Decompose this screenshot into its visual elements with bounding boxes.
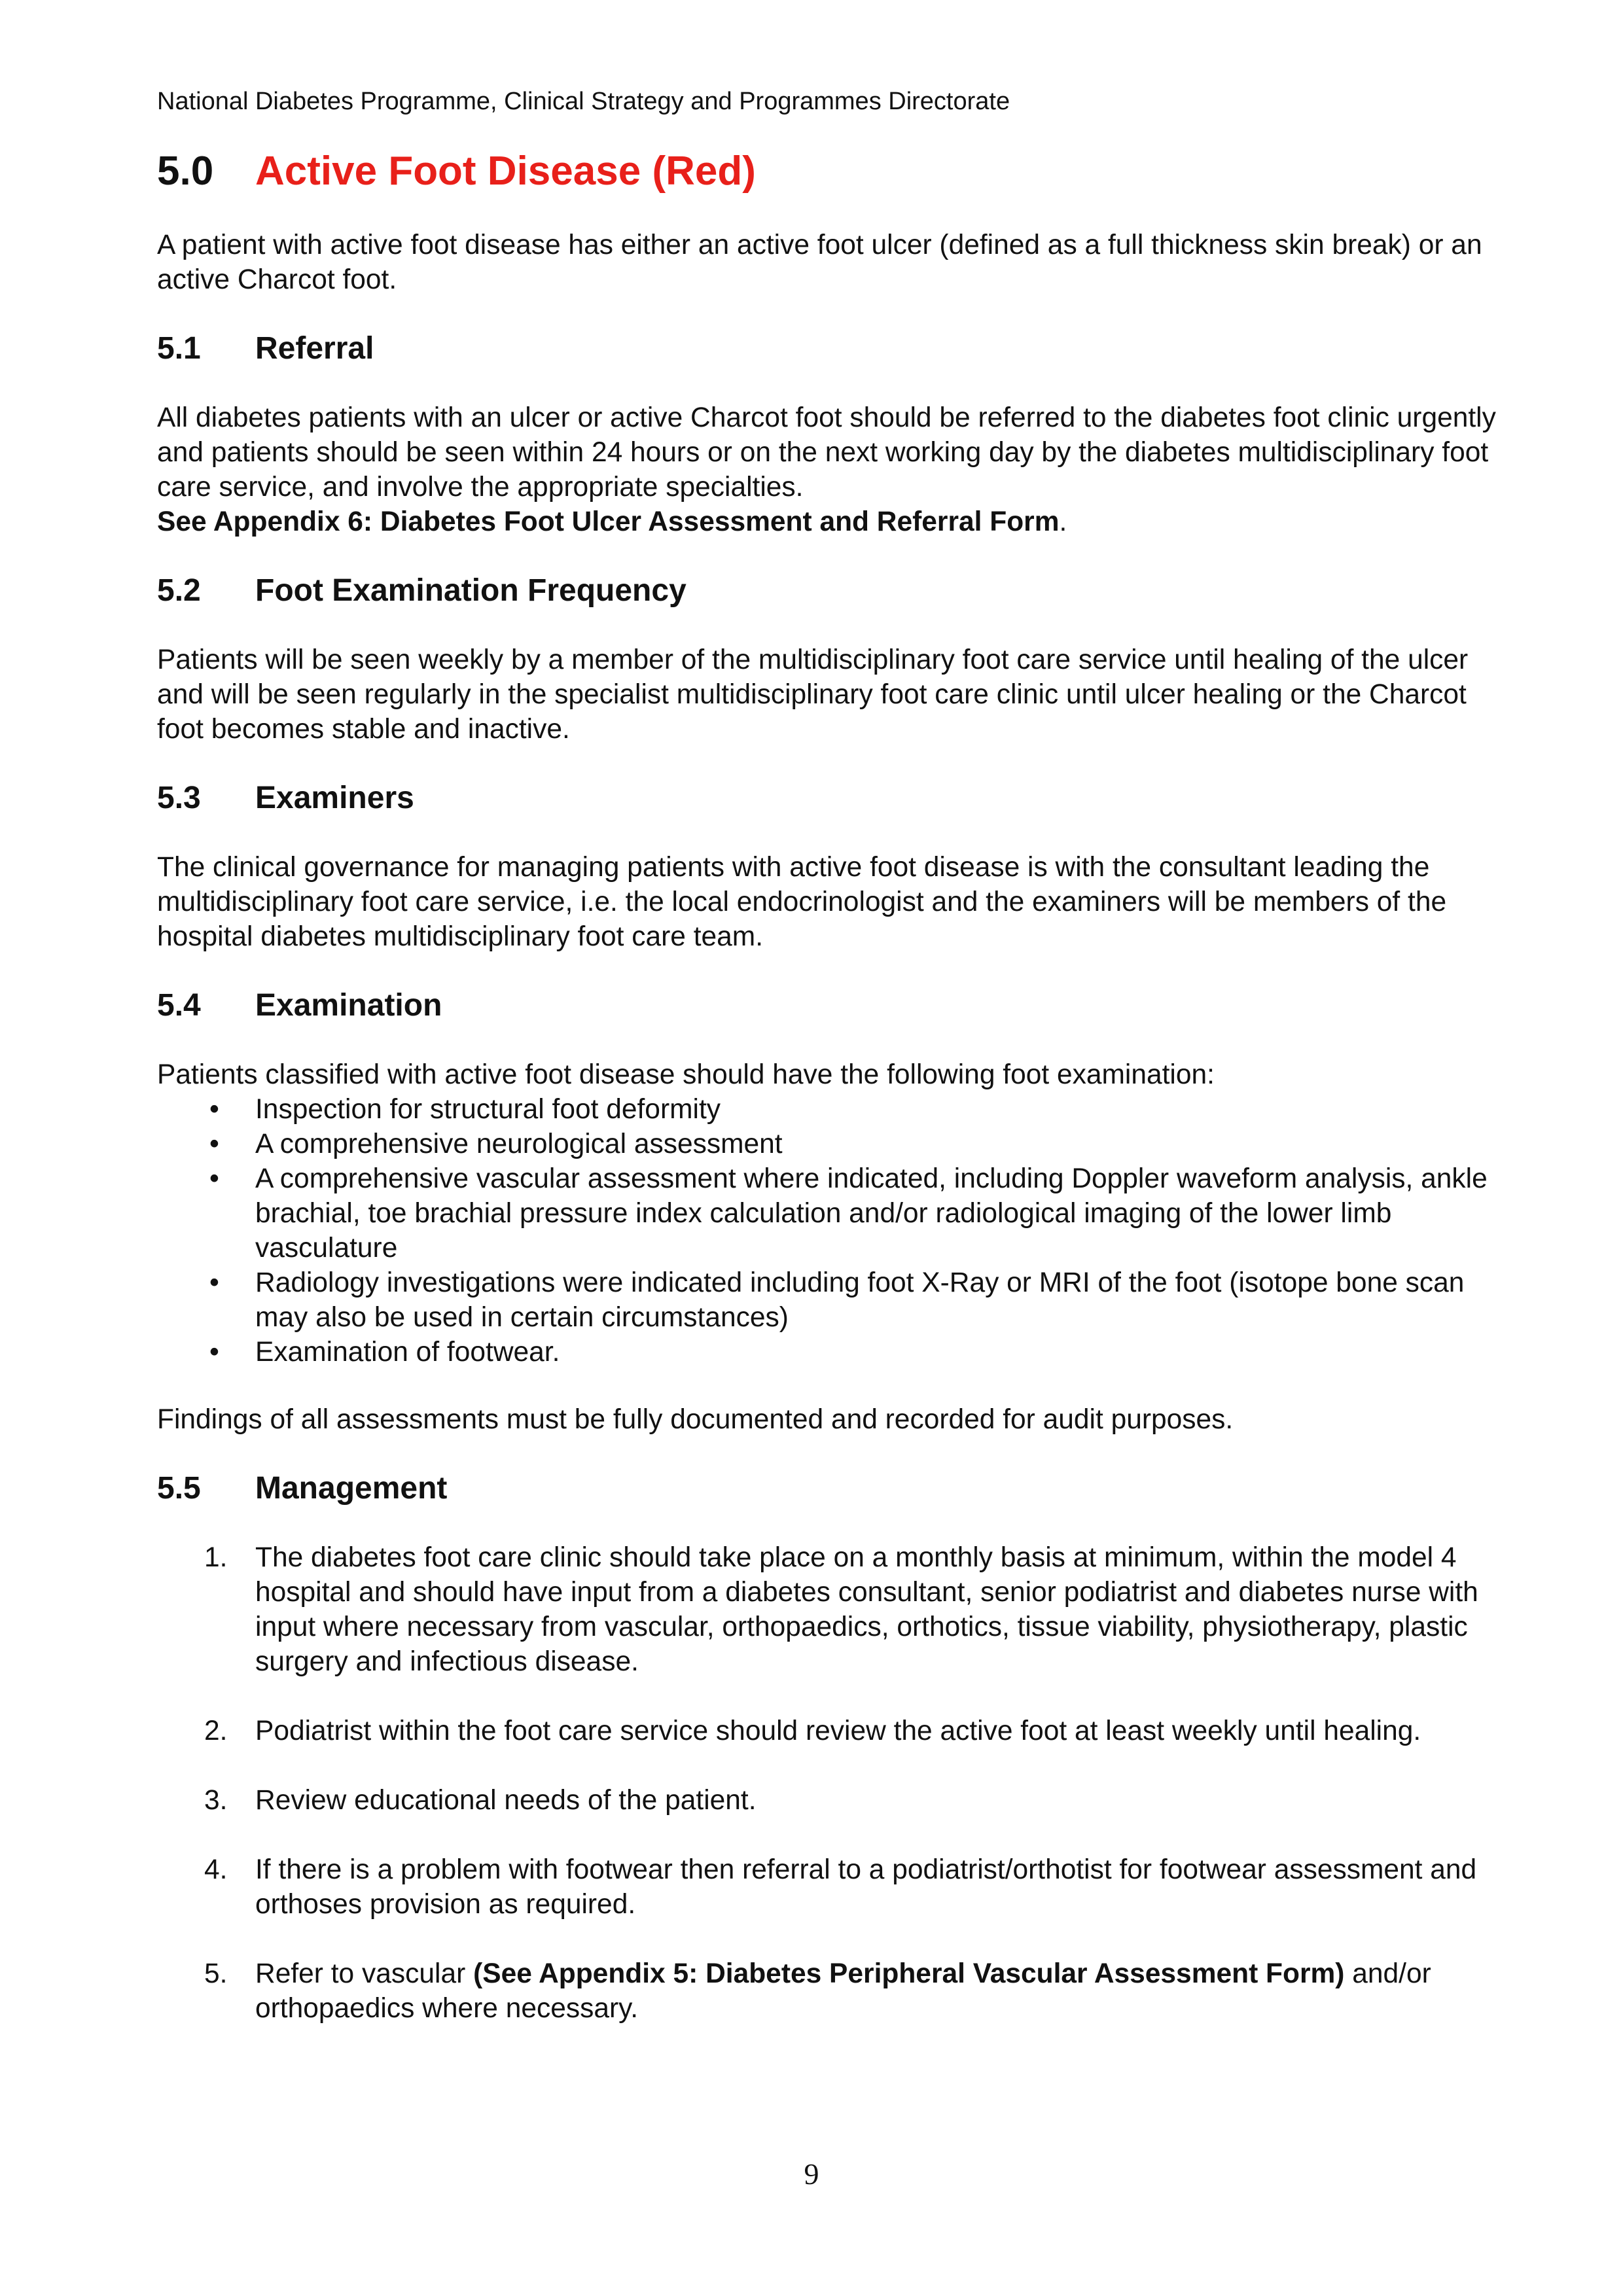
examiners-text: The clinical governance for managing patients with active foot disease is with the consultant leading the multidisciplinary foot care service, i.e. the local endocrinologist and the examiners will be members of the hospital diabetes multidisciplinary foot care team. xyxy=(157,852,1447,952)
list-item: 5. Refer to vascular (See Appendix 5: Diabetes Peripheral Vascular Assessment Form) and/or orthopaedics where necessary. xyxy=(157,1956,1518,2026)
list-item: 3. Review educational needs of the patient. xyxy=(157,1783,1518,1818)
running-header: National Diabetes Programme, Clinical Strategy and Programmes Directorate xyxy=(157,88,1010,115)
item-number: 2. xyxy=(204,1716,228,1746)
subsection-heading-examination xyxy=(157,987,1518,1025)
subsection-title: Examination xyxy=(255,988,442,1023)
list-item: • Examination of footwear. xyxy=(157,1335,1518,1369)
subsection-number: 5.2 xyxy=(157,573,201,608)
list-item: • A comprehensive vascular assessment where indicated, including Doppler waveform analysis, ankle brachial, toe brachial pressure index calculation and/or radiological imaging of the lower limb vasculature xyxy=(157,1161,1518,1265)
subsection-title: Examiners xyxy=(255,781,414,815)
section-number: 5.0 xyxy=(157,149,214,194)
subsection-title: Foot Examination Frequency xyxy=(255,573,687,608)
bullet-icon: • xyxy=(209,1163,219,1194)
bullet-icon: • xyxy=(209,1267,219,1298)
frequency-text: Patients will be seen weekly by a member of the multidisciplinary foot care service until healing of the ulcer and will be seen regularly in the specialist multidisciplinary foot care clinic until ulcer healing or the Charcot foot becomes stable and inactive. xyxy=(157,645,1469,745)
item-number: 5. xyxy=(204,1958,228,1989)
management-list xyxy=(157,1540,1518,2026)
subsection-heading-referral xyxy=(157,330,1518,368)
section-heading xyxy=(157,147,1518,196)
item-number: 1. xyxy=(204,1542,228,1573)
subsection-number: 5.3 xyxy=(157,781,201,815)
referral-appendix-note xyxy=(157,504,1518,539)
bullet-icon: • xyxy=(209,1129,219,1159)
subsection-heading-examiners xyxy=(157,779,1518,817)
subsection-number: 5.4 xyxy=(157,988,201,1023)
appendix-reference: See Appendix 6: Diabetes Foot Ulcer Assessment and Referral Form xyxy=(157,506,1060,537)
examination-findings: Findings of all assessments must be fully documented and recorded for audit purposes. xyxy=(157,1404,1234,1435)
list-item: 2. Podiatrist within the foot care service should review the active foot at least weekly until healing. xyxy=(157,1714,1518,1748)
examination-lead: Patients classified with active foot disease should have the following foot examination: xyxy=(157,1059,1215,1090)
list-item: 1. The diabetes foot care clinic should take place on a monthly basis at minimum, within the model 4 hospital and should have input from a diabetes consultant, senior podiatrist and diabetes nurse with input where necessary from vascular, orthopaedics, orthotics, tissue viability, physiotherapy, plastic surgery and infectious disease. xyxy=(157,1540,1518,1679)
section-intro: A patient with active foot disease has either an active foot ulcer (defined as a full thickness skin break) or an active Charcot foot. xyxy=(157,230,1482,295)
subsection-title: Management xyxy=(255,1471,448,1506)
subsection-title: Referral xyxy=(255,331,374,366)
item-number: 3. xyxy=(204,1785,228,1816)
bullet-icon: • xyxy=(209,1094,219,1125)
subsection-number: 5.1 xyxy=(157,331,201,366)
appendix-reference-tail: . xyxy=(1059,506,1067,537)
bullet-icon: • xyxy=(209,1337,219,1368)
list-item: 4. If there is a problem with footwear then referral to a podiatrist/orthotist for footwear assessment and orthoses provision as required. xyxy=(157,1852,1518,1922)
subsection-number: 5.5 xyxy=(157,1471,201,1506)
referral-text: All diabetes patients with an ulcer or active Charcot foot should be referred to the diabetes foot clinic urgently and patients should be seen within 24 hours or on the next working day by the diabetes multidisciplinary foot care service, and involve the appropriate specialties. xyxy=(157,402,1496,503)
list-item: • Inspection for structural foot deformity xyxy=(157,1092,1518,1127)
document-page xyxy=(157,85,1518,2060)
list-item: • A comprehensive neurological assessment xyxy=(157,1127,1518,1161)
examination-list xyxy=(157,1092,1518,1369)
appendix-reference: (See Appendix 5: Diabetes Peripheral Vascular Assessment Form) xyxy=(473,1958,1345,1989)
subsection-heading-frequency xyxy=(157,572,1518,610)
item-number: 4. xyxy=(204,1854,228,1885)
subsection-heading-management xyxy=(157,1470,1518,1508)
page-number: 9 xyxy=(804,2157,819,2191)
section-title: Active Foot Disease (Red) xyxy=(255,149,756,194)
list-item: • Radiology investigations were indicated including foot X-Ray or MRI of the foot (isotope bone scan may also be used in certain circumstances) xyxy=(157,1265,1518,1335)
